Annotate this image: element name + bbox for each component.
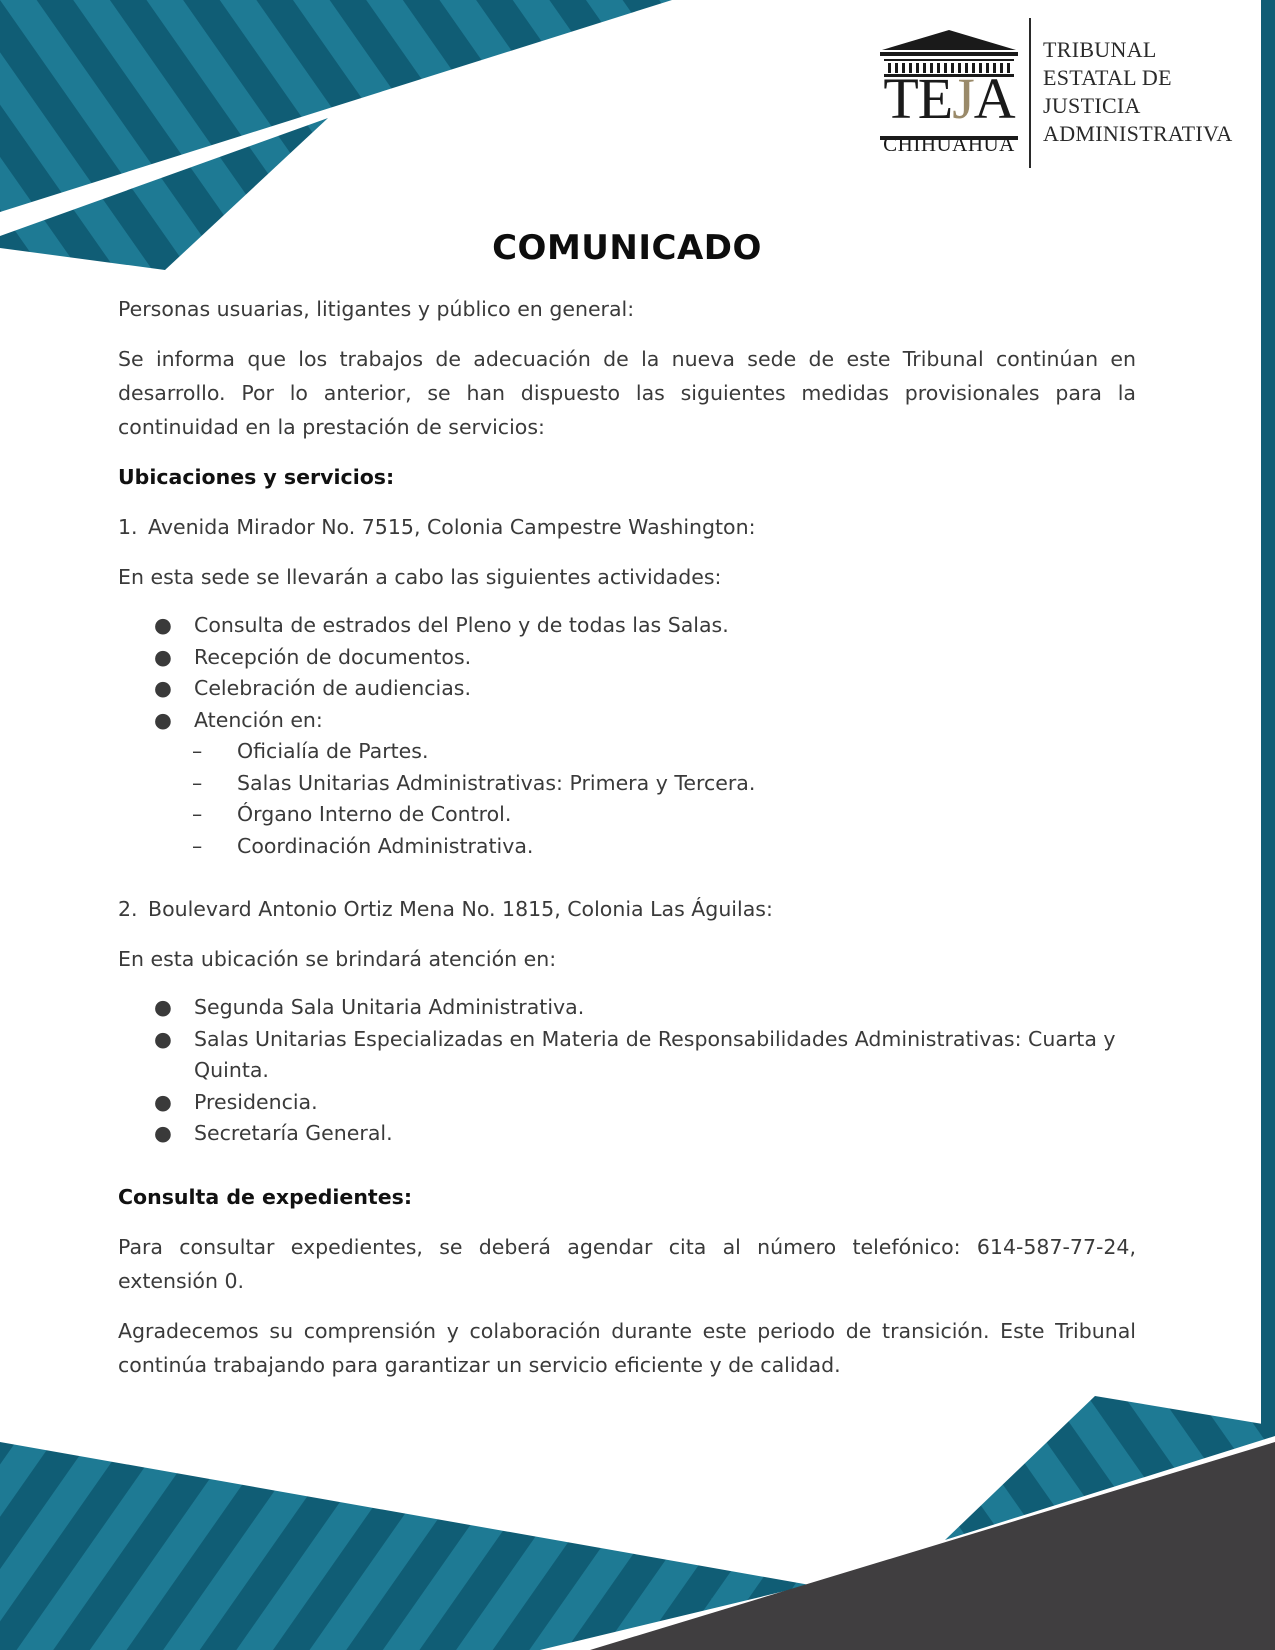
location-number: 1. [118, 515, 138, 539]
list-item-text: Salas Unitarias Especializadas en Materia de Responsabilidades Administrativas: Cuarta y Quinta. [194, 1026, 1116, 1082]
logo-line: TRIBUNAL [1043, 37, 1157, 62]
bullet-icon: ● [154, 644, 172, 669]
list-item [118, 705, 1136, 737]
list-item [118, 1118, 1136, 1150]
list-item [118, 992, 1136, 1024]
bullet-icon: ● [154, 676, 172, 700]
communique-body [118, 222, 1136, 1398]
sublist-item [118, 736, 1136, 768]
list-item-text: Secretaría General. [194, 1121, 393, 1145]
location-2-services-list [118, 992, 1136, 1150]
location-1-address [118, 510, 1136, 544]
logo-word-te: TE [883, 66, 953, 131]
sublist-item [118, 831, 1136, 863]
bottom-right-teal [945, 1396, 1275, 1540]
dash-icon: – [192, 770, 203, 795]
sublist-item-text: Órgano Interno de Control. [237, 802, 512, 826]
location-address: Boulevard Antonio Ortiz Mena No. 1815, Colonia Las Águilas: [148, 897, 773, 921]
location-1-attention-sublist [118, 736, 1136, 862]
list-item-text: Atención en: [194, 707, 323, 732]
logo-wordmark [878, 66, 1020, 131]
bullet-icon: ● [154, 1026, 172, 1051]
files-paragraph: Para consultar expedientes, se deberá agendar cita al número telefónico: 614-587-77-24, extensión 0. [118, 1234, 1136, 1293]
bottom-left-band [0, 1442, 810, 1650]
sublist-item-text: Salas Unitarias Administrativas: Primera y Tercera. [237, 770, 756, 795]
sublist-item-text: Coordinación Administrativa. [237, 833, 534, 858]
bullet-icon: ● [154, 1089, 172, 1114]
right-edge-strip [1261, 0, 1275, 1430]
salutation: Personas usuarias, litigantes y público en general: [118, 297, 635, 321]
list-item [118, 610, 1136, 642]
sublist-item [118, 768, 1136, 800]
section-heading-files: Consulta de expedientes: [118, 1184, 413, 1209]
location-number: 2. [118, 897, 138, 921]
bottom-right-charcoal [590, 1442, 1275, 1650]
logo-line: ADMINISTRATIVA [1043, 121, 1233, 146]
list-item [118, 673, 1136, 705]
section-heading-locations: Ubicaciones y servicios: [118, 465, 395, 489]
location-1-services-list [118, 610, 1136, 736]
dash-icon: – [192, 833, 203, 858]
list-item [118, 1024, 1136, 1087]
page-title: COMUNICADO [492, 228, 762, 268]
list-item-text: Presidencia. [194, 1089, 318, 1114]
top-left-band [0, 0, 672, 212]
list-item-text: Consulta de estrados del Pleno y de todas las Salas. [194, 613, 729, 637]
bullet-icon: ● [154, 995, 172, 1019]
list-item-text: Celebración de audiencias. [194, 676, 471, 700]
logo-line: ESTATAL DE [1043, 65, 1172, 90]
list-item [118, 1087, 1136, 1119]
list-item-text: Segunda Sala Unitaria Administrativa. [194, 995, 585, 1019]
bullet-icon: ● [154, 1121, 172, 1145]
logo-institution-name [1043, 36, 1233, 148]
dash-icon: – [192, 739, 203, 763]
intro-paragraph: Se informa que los trabajos de adecuación de la nueva sede de este Tribunal continúan en desarrollo. Por lo anterior, se han dispuesto las siguientes medidas provisionales para la continuidad en la prestación de servicios: [118, 347, 1136, 439]
bullet-icon: ● [154, 613, 172, 637]
dash-icon: – [192, 802, 203, 826]
logo-city: CHIHUAHUA [883, 132, 1015, 156]
location-2-lead: En esta ubicación se brindará atención en: [118, 947, 557, 971]
bullet-icon: ● [154, 707, 172, 732]
list-item-text: Recepción de documentos. [194, 644, 472, 669]
location-1-lead: En esta sede se llevarán a cabo las siguientes actividades: [118, 565, 722, 589]
teja-logo [878, 16, 1238, 168]
list-item [118, 642, 1136, 674]
logo-line: JUSTICIA [1043, 93, 1141, 118]
sublist-item [118, 799, 1136, 831]
location-2-address [118, 892, 1136, 926]
logo-word-j: J [952, 66, 974, 131]
sublist-item-text: Oficialía de Partes. [237, 739, 429, 763]
logo-word-a: A [973, 66, 1015, 131]
location-address: Avenida Mirador No. 7515, Colonia Campestre Washington: [148, 515, 756, 539]
logo-divider [1029, 18, 1031, 168]
closing-paragraph: Agradecemos su comprensión y colaboración durante este periodo de transición. Este Tribunal continúa trabajando para garantizar un servicio eficiente y de calidad. [118, 1318, 1136, 1377]
